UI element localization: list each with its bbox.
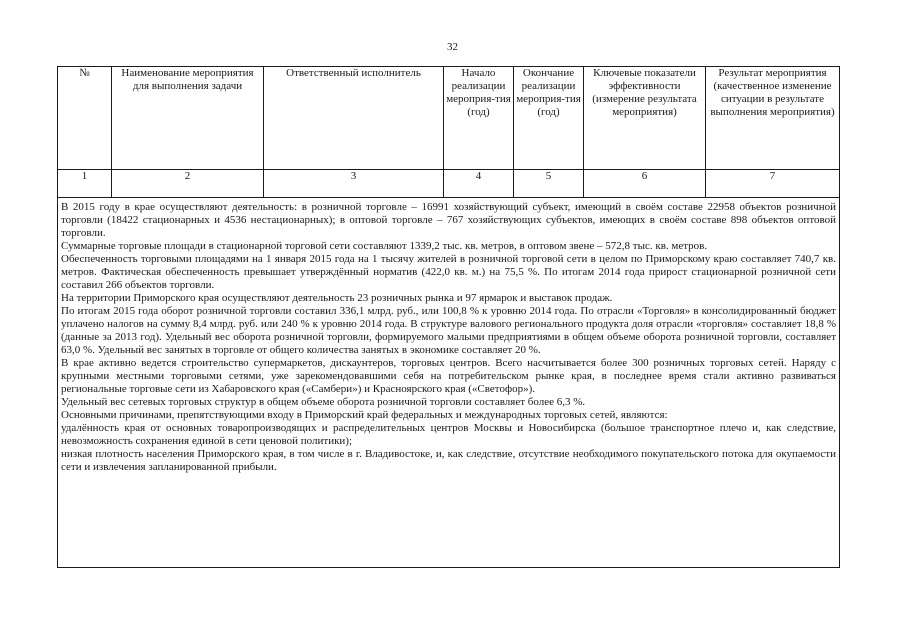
body-row (58, 198, 840, 568)
column-number: 2 (112, 170, 264, 198)
paragraph: В крае активно ведется строительство супермаркетов, дискаунтеров, торговых центров. Всего насчитывается более 300 розничных торговых сетей. Наряду с крупными местными торговыми сетями, уже зарекомендовавшими себя на потребительском рынке края, в последнее время стали активно развиваться региональные торговые сети из Хабаровского края («Самбери») и Красноярского края («Светофор»). (61, 357, 836, 395)
column-number: 5 (514, 170, 584, 198)
paragraph: Основными причинами, препятствующими входу в Приморский край федеральных и международных торговых сетей, являются: (61, 409, 668, 421)
paragraph: низкая плотность населения Приморского края, в том числе в г. Владивостоке, и, как следствие, отсутствие необходимого покупательского потока для окупаемости сети и извлечения запланированной прибыли. (61, 448, 836, 473)
column-number: 7 (706, 170, 840, 198)
paragraph: Суммарные торговые площади в стационарной торговой сети составляют 1339,2 тыс. кв. метров, в оптовом звене – 572,8 тыс. кв. метров. (61, 240, 708, 252)
page-number: 32 (447, 41, 458, 53)
column-number: 3 (264, 170, 444, 198)
paragraph: Удельный вес сетевых торговых структур в общем объеме оборота розничной торговли составляет более 6,3 %. (61, 396, 586, 408)
header-start-year: Начало реализации мероприя-тия (год) (444, 67, 514, 170)
paragraph: В 2015 году в крае осуществляют деятельность: в розничной торговле – 16991 хозяйствующий субъект, имеющий в своём составе 22958 объектов розничной торговли (18422 стационарных и 4536 нестационарных); в оптовой торговле – 767 хозяйствующих субъектов, имеющих в своём составе 898 объектов оптовой торговли. (61, 201, 836, 239)
header-measure-name: Наименование мероприятия для выполнения задачи (112, 67, 264, 170)
body-text-cell (58, 198, 840, 568)
column-number: 4 (444, 170, 514, 198)
header-end-year: Окончание реализации мероприя-тия (год) (514, 67, 584, 170)
paragraph: На территории Приморского края осуществляют деятельность 23 розничных рынка и 97 ярмарок и выставок продаж. (61, 292, 613, 304)
header-number: № (58, 67, 112, 170)
measures-table (57, 66, 840, 568)
header-result: Результат мероприятия (качественное изменение ситуации в результате выполнения мероприятия) (706, 67, 840, 170)
header-key-indicators: Ключевые показатели эффективности (измерение результата мероприятия) (584, 67, 706, 170)
header-responsible: Ответственный исполнитель (264, 67, 444, 170)
column-number-row (58, 170, 840, 198)
paragraph: удалённость края от основных товаропроизводящих и распределительных центров Москвы и Новосибирска (большое транспортное плечо и, как следствие, невозможность сохранения единой в сети ценовой политики); (61, 422, 836, 447)
header-row (58, 67, 840, 170)
column-number: 6 (584, 170, 706, 198)
column-number: 1 (58, 170, 112, 198)
paragraph: Обеспеченность торговыми площадями на 1 января 2015 года на 1 тысячу жителей в розничной торговой сети в целом по Приморскому краю составляет 740,7 кв. метров. Фактическая обеспеченность превышает утверждённый норматив (422,0 кв. м.) на 75,5 %. По итогам 2014 года прирост стационарной розничной сети составил 266 объектов торговли. (61, 253, 836, 291)
paragraph: По итогам 2015 года оборот розничной торговли составил 336,1 млрд. руб., или 100,8 % к уровню 2014 года. По отрасли «Торговля» в консолидированный бюджет уплачено налогов на сумму 8,4 млрд. руб. или 240 % к уровню 2014 года. В структуре валового регионального продукта доля отрасли «торговля» составляет 18,8 % (данные за 2013 год). Удельный вес оборота розничной торговли, формируемого малыми предприятиями в общем объеме оборота розничной торговли, составляет 63,0 %. Удельный вес занятых в торговле от общего количества занятых в экономике составляет 20 %. (61, 305, 836, 356)
